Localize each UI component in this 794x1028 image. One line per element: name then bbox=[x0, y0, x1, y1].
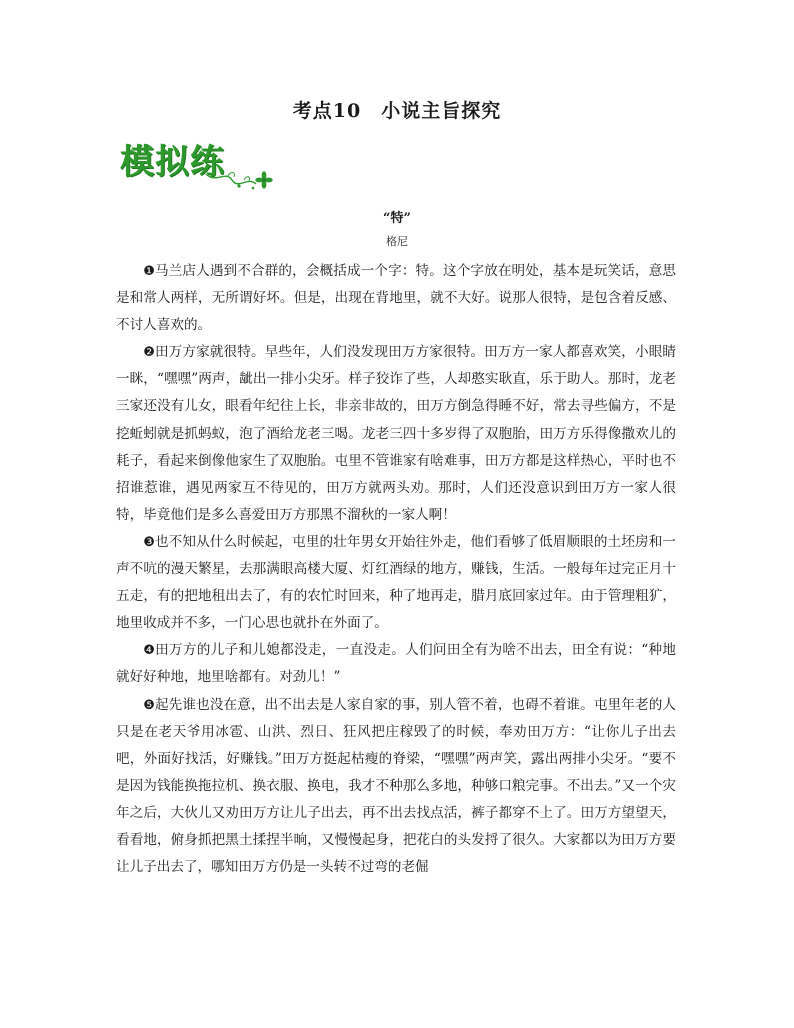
section-label: 模拟练 bbox=[120, 142, 225, 182]
paragraph-number: ❺ bbox=[143, 697, 155, 713]
paragraph bbox=[116, 339, 676, 529]
paragraph-text: 田万方的儿子和儿媳都没走，一直没走。人们问田全有为啥不出去，田全有说：“种地就好好种地，地里啥都有。对劲儿！” bbox=[116, 642, 676, 686]
vine-decoration-icon bbox=[120, 140, 290, 196]
paragraph bbox=[116, 529, 676, 637]
paragraph-text: 也不知从什么时候起，屯里的壮年男女开始往外走，他们看够了低眉顺眼的土坯房和一声不吭的漫天繁星，去那满眼高楼大厦、灯红酒绿的地方，赚钱，生活。一般每年过完正月十五走，有的把地租出去了，有的农忙时回来，种了地再走，腊月底回家过年。由于管理粗犷，地里收成并不多，一门心思也就扑在外面了。 bbox=[116, 533, 677, 632]
paragraph-number: ❶ bbox=[143, 264, 155, 279]
section-badge bbox=[120, 140, 290, 196]
article-title: “特” bbox=[383, 211, 411, 226]
paragraph bbox=[116, 692, 676, 882]
paragraph-number: ❹ bbox=[143, 643, 156, 659]
paragraph-number: ❸ bbox=[143, 534, 155, 550]
paragraph-text: 起先谁也没在意，出不出去是人家自家的事，别人管不着，也碍不着谁。屯里年老的人只是在老天爷用冰雹、山洪、烈日、狂风把庄稼毁了的时候，奉劝田万方：“让你儿子出去吧，外面好找活，好赚钱。”田万方挺起枯瘦的脊梁，“嘿嘿”两声笑，露出两排小尖牙。“要不是因为钱能换拖拉机、换衣服、换电，我才不种那么多地，种够口粮完事。不出去。”又一个灾年之后，大伙儿又劝田万方让儿子出去，再不出去找点活，裤子都穿不上了。田万方望望天，看看地，俯身抓把黑土揉捏半晌，又慢慢起身，把花白的头发捋了很久。大家都以为田万方要让儿子出去了，哪知田万方仍是一头转不过弯的老倔 bbox=[116, 696, 677, 876]
paragraph bbox=[116, 637, 676, 691]
paragraph-text: 马兰店人遇到不合群的，会概括成一个字：特。这个字放在明处，基本是玩笑话，意思是和常人两样，无所谓好坏。但是，出现在背地里，就不大好。说那人很特，是包含着反感、不讨人喜欢的。 bbox=[116, 263, 677, 334]
paragraph bbox=[116, 258, 676, 339]
page-title: 考点10 小说主旨探究 bbox=[292, 100, 502, 122]
paragraph-number: ❷ bbox=[143, 345, 155, 361]
article-author: 格尼 bbox=[386, 235, 408, 248]
article-body bbox=[116, 258, 676, 881]
paragraph-text: 田万方家就很特。早些年，人们没发现田万方家很特。田万方一家人都喜欢笑，小眼睛一眯，“嘿嘿”两声，龇出一排小尖牙。样子狡诈了些，人却憨实耿直，乐于助人。那时，龙老三家还没有儿女，眼看年纪往上长，非亲非故的，田万方倒急得睡不好，常去寻些偏方，不是挖蚯蚓就是抓蚂蚁，泡了酒给龙老三喝。龙老三四十多岁得了双胞胎，田万方乐得像撒欢儿的耗子，看起来倒像他家生了双胞胎。屯里不管谁家有啥难事，田万方都是这样热心，平时也不招谁惹谁，遇见两家互不待见的，田万方就两头劝。那时，人们还没意识到田万方一家人很特，毕竟他们是多么喜爱田万方那黑不溜秋的一家人啊！ bbox=[116, 344, 677, 523]
